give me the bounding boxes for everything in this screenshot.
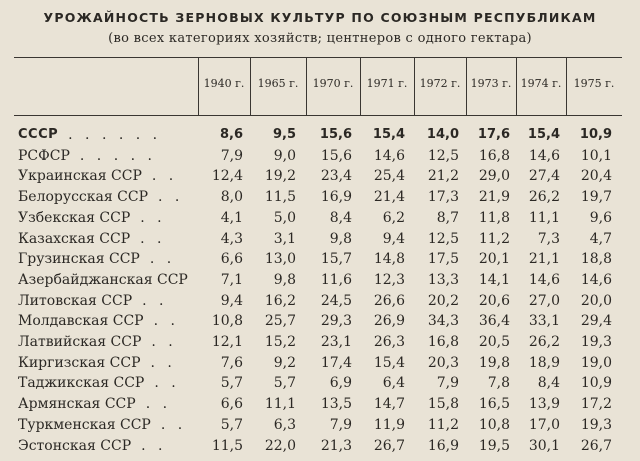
value-cell: 16,9 xyxy=(320,189,352,206)
value-cell: 11,6 xyxy=(320,271,352,288)
row-label: СССР xyxy=(18,127,59,142)
row-label: РСФСР xyxy=(18,147,70,164)
value-cell: 5,0 xyxy=(273,209,296,226)
leader-dots: . . xyxy=(151,168,178,185)
value-cell: 9,5 xyxy=(272,127,296,142)
value-cell: 13,3 xyxy=(427,271,459,288)
value-cell: 17,0 xyxy=(528,416,560,433)
leader-dots: . . xyxy=(151,334,177,350)
table-row xyxy=(0,210,640,230)
leader-dots: . . xyxy=(160,416,187,433)
value-cell: 9,4 xyxy=(382,230,405,247)
value-cell: 13,9 xyxy=(528,396,560,413)
row-label: Армянская ССР xyxy=(18,396,136,413)
value-cell: 21,1 xyxy=(528,251,560,268)
value-cell: 8,7 xyxy=(436,209,459,226)
value-cell: 7,9 xyxy=(220,147,243,164)
leader-dots: . . xyxy=(158,189,184,206)
value-cell: 25,4 xyxy=(373,168,405,185)
leader-dots: . . xyxy=(154,375,180,392)
value-cell: 21,9 xyxy=(478,189,510,206)
value-cell: 15,8 xyxy=(427,396,459,413)
value-cell: 11,5 xyxy=(264,189,296,206)
value-cell: 12,3 xyxy=(373,271,405,288)
leader-dots: . . xyxy=(150,354,176,371)
value-cell: 10,8 xyxy=(478,416,510,433)
value-cell: 17,2 xyxy=(580,396,612,413)
value-cell: 26,7 xyxy=(373,437,405,454)
value-cell: 5,7 xyxy=(220,375,243,392)
leader-dots: . . xyxy=(145,396,172,413)
row-label: Латвийская ССР xyxy=(18,334,142,350)
value-cell: 26,2 xyxy=(528,334,560,350)
value-cell: 19,0 xyxy=(580,354,612,371)
row-label: Киргизская ССР xyxy=(18,354,141,371)
column-header: 1973 г. xyxy=(470,77,512,90)
value-cell: 17,5 xyxy=(427,251,459,268)
value-cell: 11,9 xyxy=(373,416,405,433)
value-cell: 4,3 xyxy=(220,230,243,247)
table-row xyxy=(0,293,640,313)
value-cell: 27,0 xyxy=(528,292,560,309)
value-cell: 9,8 xyxy=(329,230,352,247)
value-cell: 21,3 xyxy=(320,437,352,454)
value-cell: 6,2 xyxy=(382,209,405,226)
column-header: 1971 г. xyxy=(366,77,408,90)
value-cell: 27,4 xyxy=(528,168,560,185)
value-cell: 19,3 xyxy=(580,416,612,433)
value-cell: 26,3 xyxy=(373,334,405,350)
column-header: 1975 г. xyxy=(573,77,615,90)
row-label: Азербайджанская ССР xyxy=(18,271,188,288)
value-cell: 4,7 xyxy=(589,230,612,247)
value-cell: 19,2 xyxy=(264,168,296,185)
value-cell: 8,4 xyxy=(329,209,352,226)
value-cell: 16,8 xyxy=(478,147,510,164)
value-cell: 12,5 xyxy=(427,147,459,164)
table-row xyxy=(0,375,640,395)
value-cell: 6,6 xyxy=(220,251,243,268)
value-cell: 7,1 xyxy=(220,271,243,288)
value-cell: 6,3 xyxy=(273,416,296,433)
value-cell: 13,0 xyxy=(264,251,296,268)
value-cell: 14,1 xyxy=(478,271,510,288)
value-cell: 15,6 xyxy=(319,127,352,142)
leader-dots: . . xyxy=(142,292,168,309)
value-cell: 6,6 xyxy=(220,396,243,413)
value-cell: 20,1 xyxy=(478,251,510,268)
value-cell: 20,4 xyxy=(580,168,612,185)
value-cell: 26,6 xyxy=(373,292,405,309)
value-cell: 18,8 xyxy=(580,251,612,268)
value-cell: 5,7 xyxy=(273,375,296,392)
value-cell: 15,4 xyxy=(372,127,405,142)
value-cell: 14,0 xyxy=(426,127,459,142)
value-cell: 11,8 xyxy=(478,209,510,226)
value-cell: 3,1 xyxy=(273,230,296,247)
top-rule xyxy=(14,57,622,58)
value-cell: 34,3 xyxy=(427,313,459,330)
value-cell: 11,1 xyxy=(264,396,296,413)
row-label: Узбекская ССР xyxy=(18,209,131,226)
value-cell: 7,8 xyxy=(487,375,510,392)
value-cell: 15,2 xyxy=(264,334,296,350)
value-cell: 18,9 xyxy=(528,354,560,371)
value-cell: 26,7 xyxy=(580,437,612,454)
leader-dots: . . xyxy=(140,230,166,247)
value-cell: 11,5 xyxy=(211,437,243,454)
value-cell: 10,1 xyxy=(580,147,612,164)
value-cell: 15,6 xyxy=(320,147,352,164)
value-cell: 14,6 xyxy=(528,147,560,164)
column-header: 1940 г. xyxy=(203,77,245,90)
value-cell: 11,1 xyxy=(528,209,560,226)
value-cell: 7,3 xyxy=(537,230,560,247)
table-row xyxy=(0,189,640,209)
leader-dots: . . . . . xyxy=(79,147,156,164)
table-row xyxy=(0,438,640,458)
value-cell: 7,9 xyxy=(436,375,459,392)
value-cell: 17,3 xyxy=(427,189,459,206)
value-cell: 11,2 xyxy=(427,416,459,433)
value-cell: 22,0 xyxy=(264,437,296,454)
row-label: Туркменская ССР xyxy=(18,416,151,433)
value-cell: 17,4 xyxy=(320,354,352,371)
column-header: 1970 г. xyxy=(312,77,354,90)
value-cell: 9,0 xyxy=(273,147,296,164)
leader-dots: . . xyxy=(141,437,167,454)
value-cell: 25,7 xyxy=(264,313,296,330)
value-cell: 36,4 xyxy=(478,313,510,330)
value-cell: 20,0 xyxy=(580,292,612,309)
value-cell: 12,4 xyxy=(211,168,243,185)
table-row xyxy=(0,417,640,437)
value-cell: 10,8 xyxy=(211,313,243,330)
row-label: Украинская ССР xyxy=(18,168,142,185)
value-cell: 9,8 xyxy=(273,271,296,288)
value-cell: 8,4 xyxy=(537,375,560,392)
table-subtitle: (во всех категориях хозяйств; центнеров с одного гектара) xyxy=(108,31,532,46)
header-rule xyxy=(14,115,622,116)
value-cell: 13,5 xyxy=(320,396,352,413)
row-label: Таджикская ССР xyxy=(18,375,145,392)
column-header: 1974 г. xyxy=(520,77,562,90)
table-row xyxy=(0,231,640,251)
value-cell: 9,4 xyxy=(220,292,243,309)
value-cell: 19,3 xyxy=(580,334,612,350)
table-row xyxy=(0,251,640,271)
value-cell: 29,0 xyxy=(478,168,510,185)
row-label: Эстонская ССР xyxy=(18,437,132,454)
value-cell: 20,6 xyxy=(478,292,510,309)
row-label: Грузинская ССР xyxy=(18,251,140,268)
leader-dots: . . xyxy=(153,313,179,330)
value-cell: 14,6 xyxy=(580,271,612,288)
value-cell: 23,4 xyxy=(320,168,352,185)
value-cell: 17,6 xyxy=(477,127,510,142)
value-cell: 6,9 xyxy=(329,375,352,392)
value-cell: 20,3 xyxy=(427,354,459,371)
value-cell: 20,2 xyxy=(427,292,459,309)
value-cell: 16,8 xyxy=(427,334,459,350)
value-cell: 16,2 xyxy=(264,292,296,309)
row-label: Молдавская ССР xyxy=(18,313,144,330)
value-cell: 9,2 xyxy=(273,354,296,371)
value-cell: 10,9 xyxy=(580,375,612,392)
value-cell: 7,9 xyxy=(329,416,352,433)
value-cell: 5,7 xyxy=(220,416,243,433)
value-cell: 14,8 xyxy=(373,251,405,268)
value-cell: 21,4 xyxy=(373,189,405,206)
table-row xyxy=(0,272,640,292)
value-cell: 8,0 xyxy=(220,189,243,206)
row-label: Литовская ССР xyxy=(18,292,133,309)
value-cell: 24,5 xyxy=(320,292,352,309)
table-row xyxy=(0,396,640,416)
value-cell: 9,6 xyxy=(589,209,612,226)
value-cell: 26,2 xyxy=(528,189,560,206)
leader-dots: . . xyxy=(140,209,166,226)
value-cell: 14,7 xyxy=(373,396,405,413)
value-cell: 7,6 xyxy=(220,354,243,371)
value-cell: 29,3 xyxy=(320,313,352,330)
value-cell: 11,2 xyxy=(478,230,510,247)
value-cell: 33,1 xyxy=(528,313,560,330)
value-cell: 10,9 xyxy=(579,127,612,142)
table-row xyxy=(0,355,640,375)
leader-dots: . . xyxy=(149,251,176,268)
value-cell: 12,1 xyxy=(211,334,243,350)
table-title: УРОЖАЙНОСТЬ ЗЕРНОВЫХ КУЛЬТУР ПО СОЮЗНЫМ РЕСПУБЛИКАМ xyxy=(43,10,597,25)
value-cell: 14,6 xyxy=(373,147,405,164)
value-cell: 15,4 xyxy=(527,127,560,142)
value-cell: 29,4 xyxy=(580,313,612,330)
value-cell: 8,6 xyxy=(219,127,243,142)
table-row xyxy=(0,127,640,147)
value-cell: 23,1 xyxy=(320,334,352,350)
value-cell: 4,1 xyxy=(220,209,243,226)
value-cell: 12,5 xyxy=(427,230,459,247)
value-cell: 16,9 xyxy=(427,437,459,454)
value-cell: 19,5 xyxy=(478,437,510,454)
table-row xyxy=(0,148,640,168)
column-header: 1972 г. xyxy=(419,77,461,90)
value-cell: 14,6 xyxy=(528,271,560,288)
value-cell: 21,2 xyxy=(427,168,459,185)
row-label: Казахская ССР xyxy=(18,230,131,247)
value-cell: 15,4 xyxy=(373,354,405,371)
value-cell: 26,9 xyxy=(373,313,405,330)
value-cell: 15,7 xyxy=(320,251,352,268)
value-cell: 19,7 xyxy=(580,189,612,206)
leader-dots: . . . . . . xyxy=(68,127,162,143)
value-cell: 16,5 xyxy=(478,396,510,413)
value-cell: 20,5 xyxy=(478,334,510,350)
table-row xyxy=(0,334,640,354)
value-cell: 30,1 xyxy=(528,437,560,454)
value-cell: 19,8 xyxy=(478,354,510,371)
table-row xyxy=(0,313,640,333)
column-header: 1965 г. xyxy=(257,77,299,90)
row-label: Белорусская ССР xyxy=(18,189,148,206)
table-row xyxy=(0,168,640,188)
value-cell: 6,4 xyxy=(382,375,405,392)
